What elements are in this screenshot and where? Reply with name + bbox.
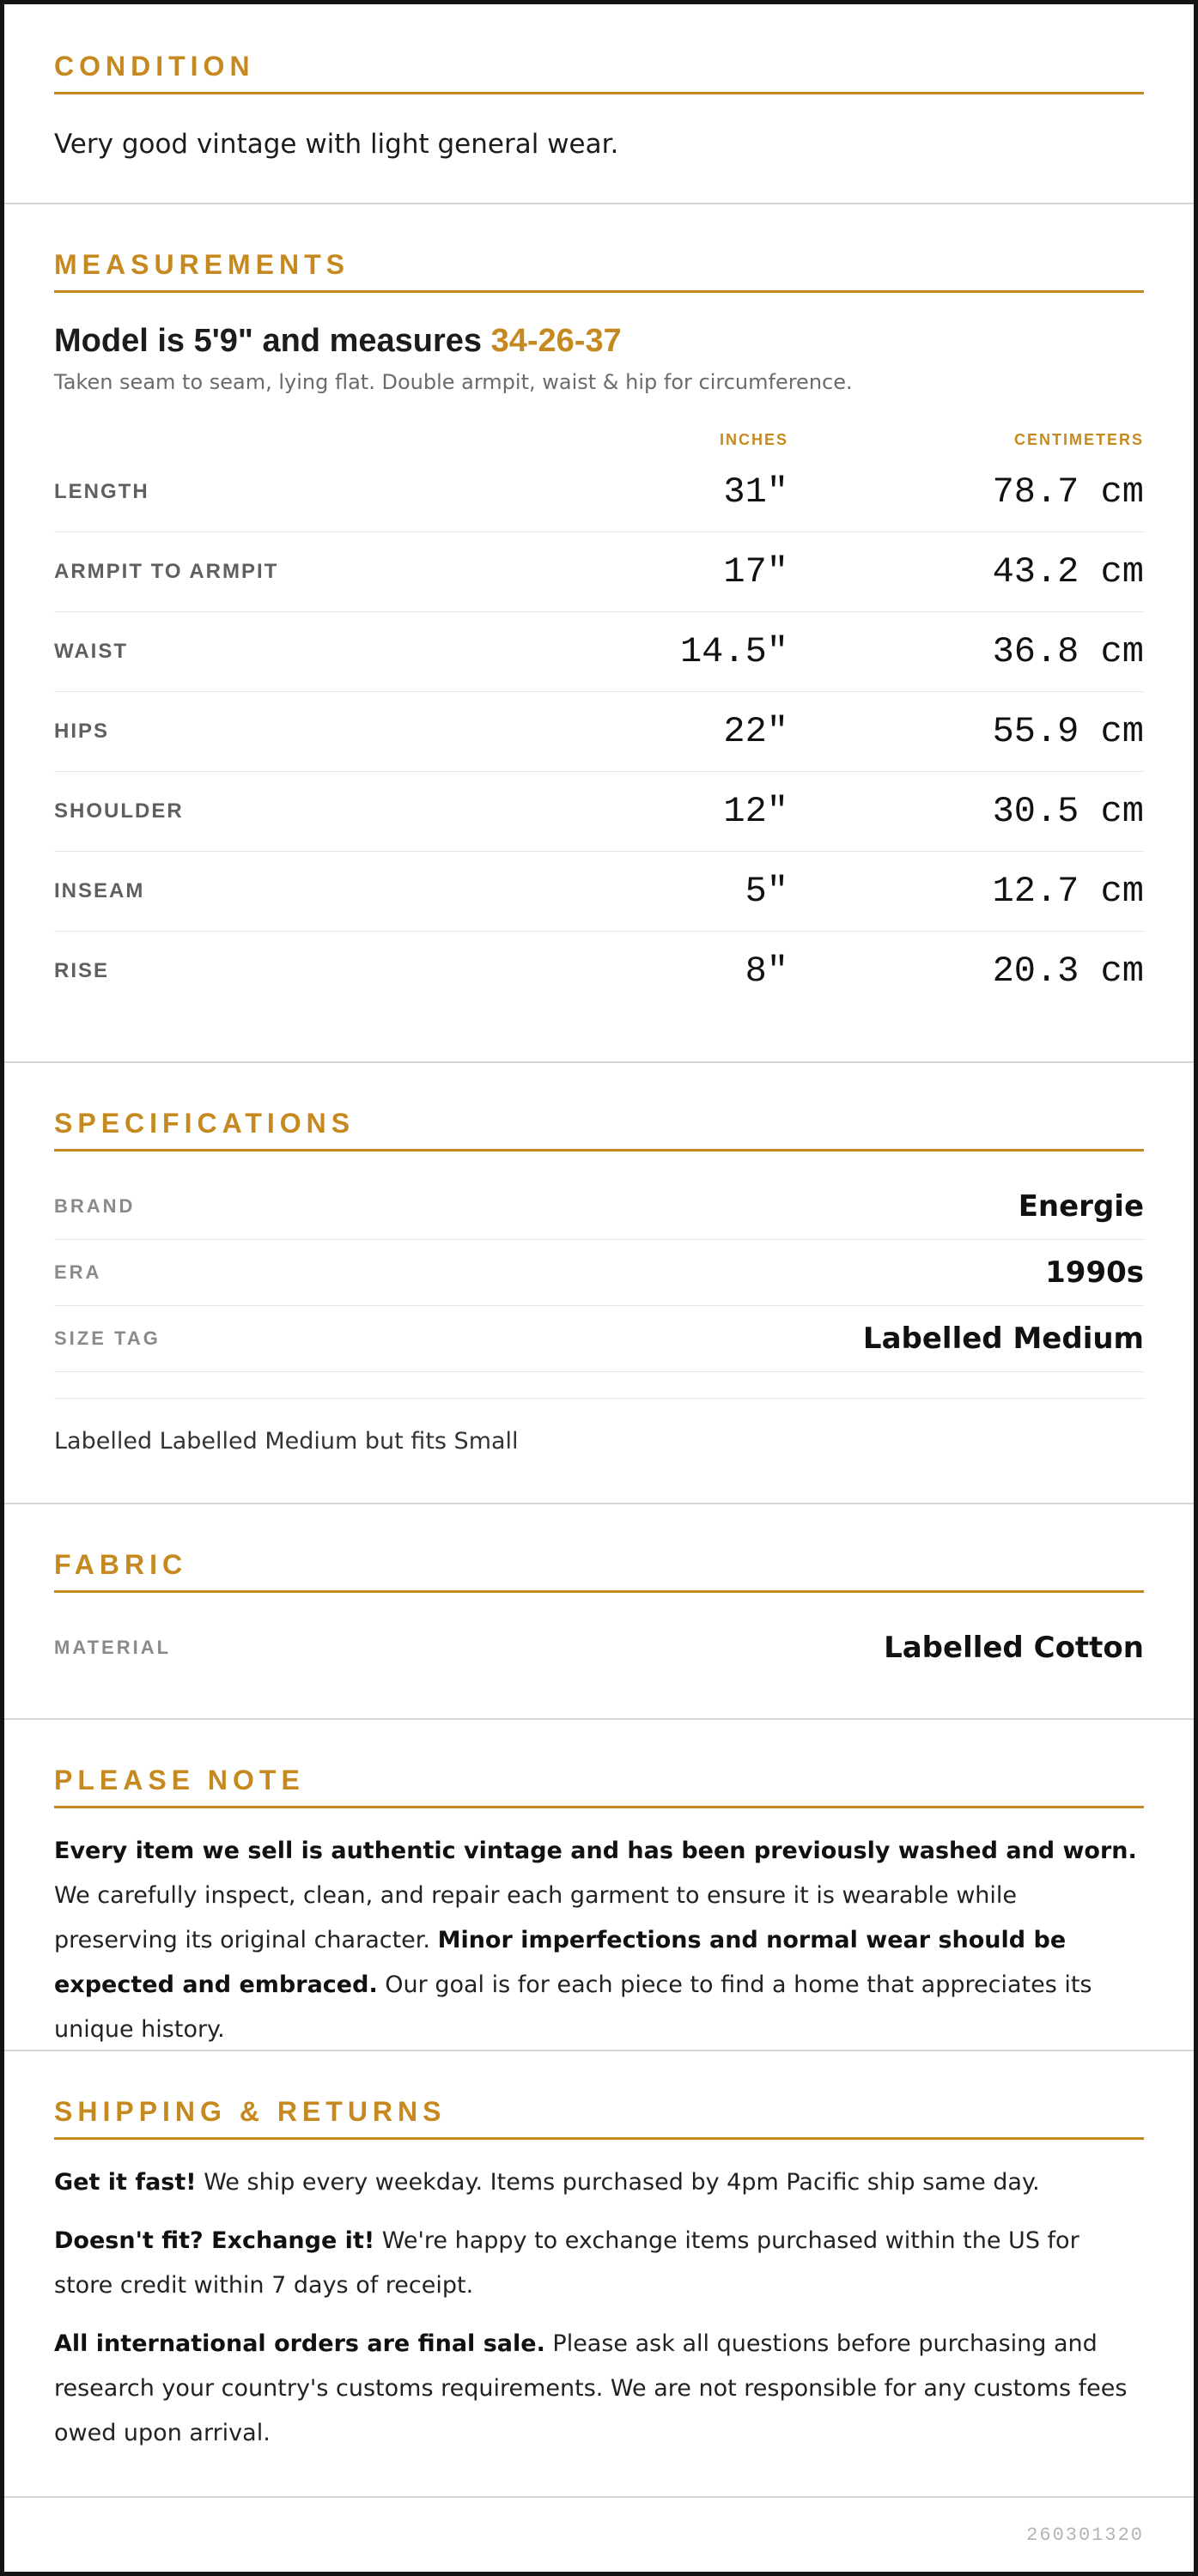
measurement-cm: 30.5 cm bbox=[992, 791, 1144, 832]
measurement-label: SHOULDER bbox=[54, 799, 184, 823]
material-value: Labelled Cotton bbox=[884, 1631, 1144, 1665]
measurement-cm: 43.2 cm bbox=[992, 551, 1144, 592]
please-note-text bbox=[54, 1829, 1144, 2052]
specifications-list bbox=[54, 1174, 1144, 1372]
item-code: 260301320 bbox=[1026, 2524, 1144, 2546]
measurement-inches: 14.5" bbox=[679, 631, 788, 672]
shipping-text: Please ask all questions before purchasing and research your country's customs requirements. We are not responsible for any customs fees owed upon arrival. bbox=[54, 2330, 1128, 2446]
please-note-section bbox=[4, 1720, 1194, 2051]
spec-key: SIZE TAG bbox=[54, 1327, 161, 1349]
spec-value: Energie bbox=[1018, 1189, 1144, 1224]
shipping-text: We're happy to exchange items purchased within the US for store credit within 7 days of receipt. bbox=[54, 2227, 1079, 2299]
measurement-cm: 78.7 cm bbox=[992, 471, 1144, 513]
shipping-paragraph-fast bbox=[54, 2160, 1144, 2205]
shipping-text: We ship every weekday. Items purchased by 4pm Pacific ship same day. bbox=[196, 2169, 1040, 2196]
measurements-section bbox=[4, 204, 1194, 1063]
measurement-label: HIPS bbox=[54, 720, 110, 743]
fabric-heading: FABRIC bbox=[54, 1549, 1144, 1593]
shipping-returns-heading: SHIPPING & RETURNS bbox=[54, 2096, 1144, 2140]
shipping-bold: Doesn't fit? Exchange it! bbox=[54, 2227, 375, 2254]
please-note-heading: PLEASE NOTE bbox=[54, 1765, 1144, 1808]
measurements-heading: MEASUREMENTS bbox=[54, 249, 1144, 293]
measurement-cm: 55.9 cm bbox=[992, 711, 1144, 752]
spec-row-era bbox=[54, 1240, 1144, 1306]
measurement-inches: 17" bbox=[723, 551, 788, 592]
spec-key: BRAND bbox=[54, 1195, 136, 1217]
size-note: Labelled Labelled Medium but fits Small bbox=[54, 1428, 519, 1455]
shipping-paragraph-exchange bbox=[54, 2219, 1144, 2308]
specifications-heading: SPECIFICATIONS bbox=[54, 1108, 1144, 1151]
shipping-paragraph-international bbox=[54, 2322, 1144, 2456]
condition-heading: CONDITION bbox=[54, 51, 1144, 94]
model-measurements-line bbox=[54, 322, 1144, 360]
spec-row-brand bbox=[54, 1174, 1144, 1240]
measurement-row-rise bbox=[54, 932, 1144, 1011]
spec-row-size-tag bbox=[54, 1306, 1144, 1372]
measurement-label: RISE bbox=[54, 959, 110, 982]
fabric-row-material bbox=[54, 1615, 1144, 1680]
measurement-label: INSEAM bbox=[54, 879, 145, 902]
measurement-inches: 5" bbox=[745, 871, 788, 912]
model-measures: 34-26-37 bbox=[490, 323, 622, 359]
measurement-inches: 12" bbox=[723, 791, 788, 832]
measurement-label: ARMPIT TO ARMPIT bbox=[54, 560, 279, 583]
measurement-row-waist bbox=[54, 612, 1144, 692]
fabric-section bbox=[4, 1504, 1194, 1720]
condition-text: Very good vintage with light general wear. bbox=[54, 129, 619, 160]
shipping-returns-section bbox=[4, 2051, 1194, 2498]
note-bold-1: Every item we sell is authentic vintage and has been previously washed and worn. bbox=[54, 1838, 1137, 1864]
footer bbox=[4, 2498, 1194, 2572]
measurement-method-note: Taken seam to seam, lying flat. Double armpit, waist & hip for circumference. bbox=[54, 370, 853, 394]
specifications-section bbox=[4, 1063, 1194, 1504]
fabric-list bbox=[54, 1615, 1144, 1680]
measurement-inches: 8" bbox=[745, 951, 788, 992]
measurement-cm: 36.8 cm bbox=[992, 631, 1144, 672]
note-text-1: We carefully inspect, clean, and repair each garment to ensure it is wearable while preserving its original character. bbox=[54, 1882, 1018, 1953]
size-note-container bbox=[54, 1398, 1144, 1457]
measurement-row-inseam bbox=[54, 852, 1144, 932]
column-header-centimeters: CENTIMETERS bbox=[1013, 430, 1144, 448]
measurement-cm: 12.7 cm bbox=[992, 871, 1144, 912]
spec-key: ERA bbox=[54, 1261, 102, 1283]
measurement-row-length bbox=[54, 453, 1144, 532]
measurement-row-armpit-to-armpit bbox=[54, 532, 1144, 612]
measurement-row-shoulder bbox=[54, 772, 1144, 852]
shipping-bold: All international orders are final sale. bbox=[54, 2330, 545, 2357]
measurement-label: WAIST bbox=[54, 640, 128, 663]
material-key: MATERIAL bbox=[54, 1637, 172, 1658]
spec-value: 1990s bbox=[1045, 1255, 1144, 1290]
condition-section bbox=[4, 4, 1194, 204]
spec-value: Labelled Medium bbox=[862, 1321, 1144, 1356]
measurement-cm: 20.3 cm bbox=[992, 951, 1144, 992]
measurements-table-header bbox=[54, 427, 1144, 453]
measurement-row-hips bbox=[54, 692, 1144, 772]
shipping-bold: Get it fast! bbox=[54, 2169, 197, 2196]
note-bold-2: Minor imperfections and normal wear should be expected and embraced. bbox=[54, 1927, 1067, 1998]
measurements-table bbox=[54, 427, 1144, 1011]
measurement-inches: 31" bbox=[723, 471, 788, 513]
model-prefix: Model is 5'9" and measures bbox=[54, 323, 491, 359]
note-text-2: Our goal is for each piece to find a home that appreciates its unique history. bbox=[54, 1971, 1092, 2043]
measurement-inches: 22" bbox=[723, 711, 788, 752]
column-header-inches: INCHES bbox=[719, 430, 788, 448]
measurement-label: LENGTH bbox=[54, 480, 149, 503]
